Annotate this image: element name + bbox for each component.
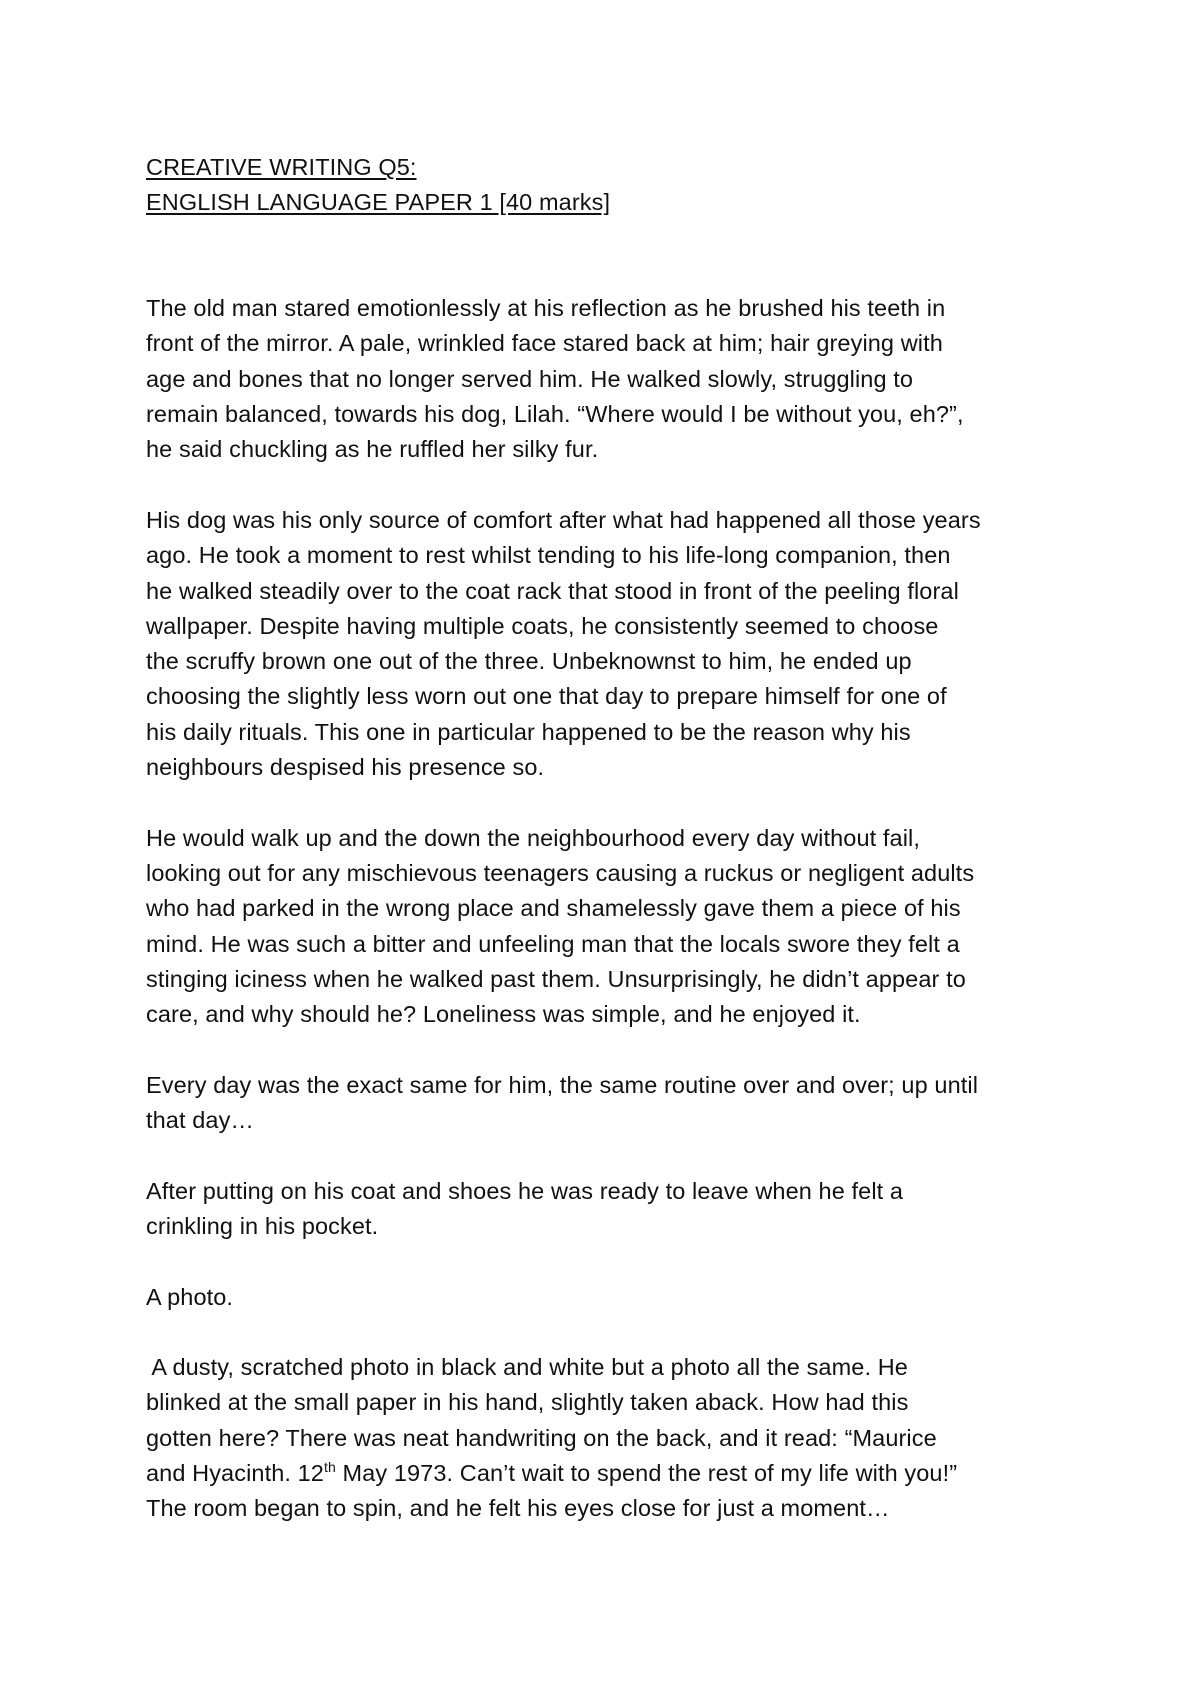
- text-line: remain balanced, towards his dog, Lilah. “Where would I be without you, eh?”,: [146, 401, 964, 428]
- text-line-with-date: [146, 1456, 1081, 1491]
- text-line: care, and why should he? Loneliness was simple, and he enjoyed it.: [146, 1001, 861, 1028]
- paragraph-2: [146, 503, 1081, 785]
- paragraph-3: [146, 821, 1081, 1033]
- text-line: looking out for any mischievous teenagers causing a ruckus or negligent adults: [146, 859, 975, 886]
- text-line: crinkling in his pocket.: [146, 1212, 379, 1239]
- text-line: The room began to spin, and he felt his eyes close for just a moment…: [146, 1495, 890, 1522]
- date-text-before: and Hyacinth. 12: [146, 1459, 324, 1486]
- paragraph-6: [146, 1280, 1081, 1315]
- text-line: front of the mirror. A pale, wrinkled face stared back at him; hair greying with: [146, 330, 943, 357]
- document-body: [146, 150, 1081, 1562]
- text-line: age and bones that no longer served him. He walked slowly, struggling to: [146, 365, 914, 392]
- text-line: his daily rituals. This one in particular happened to be the reason why his: [146, 718, 911, 745]
- heading-subtitle: ENGLISH LANGUAGE PAPER 1 [40 marks]: [146, 189, 611, 216]
- text-line: mind. He was such a bitter and unfeeling man that the locals swore they felt a: [146, 930, 960, 957]
- text-line: choosing the slightly less worn out one that day to prepare himself for one of: [146, 683, 947, 710]
- text-line: he said chuckling as he ruffled her silky fur.: [146, 436, 599, 463]
- text-line: that day…: [146, 1107, 255, 1134]
- text-line: the scruffy brown one out of the three. Unbeknownst to him, he ended up: [146, 648, 912, 675]
- text-line: gotten here? There was neat handwriting on the back, and it read: “Maurice: [146, 1424, 937, 1451]
- text-line: The old man stared emotionlessly at his reflection as he brushed his teeth in: [146, 295, 946, 322]
- date-text-after: May 1973. Can’t wait to spend the rest of my life with you!”: [335, 1459, 958, 1486]
- text-line: After putting on his coat and shoes he was ready to leave when he felt a: [146, 1177, 904, 1204]
- text-line: neighbours despised his presence so.: [146, 754, 545, 781]
- paragraph-7: [146, 1350, 1081, 1526]
- paragraph-4: [146, 1068, 1081, 1139]
- text-line: blinked at the small paper in his hand, slightly taken aback. How had this: [146, 1389, 909, 1416]
- text-line: who had parked in the wrong place and shamelessly gave them a piece of his: [146, 895, 961, 922]
- text-line: Every day was the exact same for him, the same routine over and over; up until: [146, 1071, 979, 1098]
- text-line: A dusty, scratched photo in black and white but a photo all the same. He: [146, 1354, 908, 1381]
- text-line: stinging iciness when he walked past them. Unsurprisingly, he didn’t appear to: [146, 965, 966, 992]
- paragraph-1: [146, 291, 1081, 467]
- paragraph-5: [146, 1174, 1081, 1245]
- text-line: wallpaper. Despite having multiple coats, he consistently seemed to choose: [146, 612, 939, 639]
- ordinal-suffix: th: [323, 1459, 336, 1476]
- document-heading: [146, 150, 1081, 221]
- text-line: His dog was his only source of comfort after what had happened all those years: [146, 506, 981, 533]
- text-line: He would walk up and the down the neighbourhood every day without fail,: [146, 824, 920, 851]
- text-line: he walked steadily over to the coat rack that stood in front of the peeling floral: [146, 577, 959, 604]
- text-line: ago. He took a moment to rest whilst tending to his life-long companion, then: [146, 542, 951, 569]
- heading-title: CREATIVE WRITING Q5:: [146, 154, 417, 180]
- text-line: A photo.: [146, 1283, 234, 1310]
